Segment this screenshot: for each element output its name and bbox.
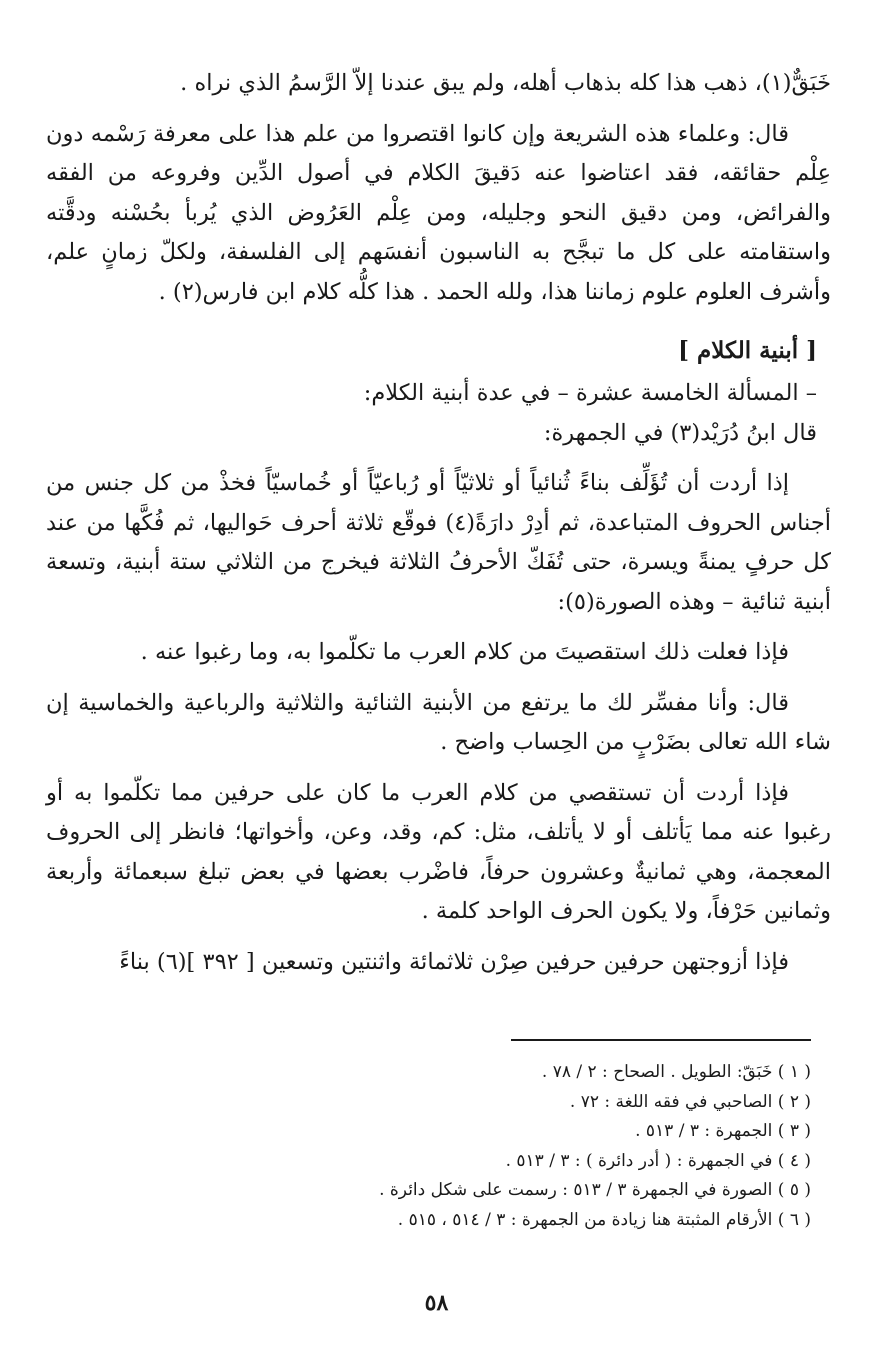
footnote: ( ٥ ) الصورة في الجمهرة ٣ / ٥١٣ : رسمت على شكل دائرة . — [379, 1180, 811, 1200]
footnote: ( ٣ ) الجمهرة : ٣ / ٥١٣ . — [635, 1121, 811, 1141]
footnote: ( ٤ ) في الجمهرة : ( أدر دائرة ) : ٣ / ٥١٣ . — [505, 1150, 811, 1171]
question-title: – المسألة الخامسة عشرة – في عدة أبنية الكلام: — [363, 380, 817, 406]
footnote: ( ١ ) خَبَقّ: الطويل . الصحاح : ٢ / ٧٨ . — [541, 1062, 811, 1082]
paragraph-continuation: خَبَقٌّ(١)، ذهب هذا كله بذهاب أهله، ولم يبق عندنا إلاّ الرَّسمُ الذي نراه . — [180, 70, 831, 96]
ibn-durayd-intro: قال ابنُ دُرَيْد(٣) في الجمهرة: — [543, 419, 817, 446]
footnote: ( ٦ ) الأرقام المثبتة هنا زيادة من الجمهرة : ٣ / ٥١٤ ، ٥١٥ . — [397, 1209, 811, 1230]
paragraph-ibn-faris-quote: قال: وعلماء هذه الشريعة وإن كانوا اقتصروا من علم هذا على معرفة رَسْمه دون عِلْم حقائقه، فقد اعتاضوا عنه دَقيقَ الكلام في أصول الدِّين وفروعه من الفقه والفرائض، ومن دقيق النحو وجليله، ومن عِلْم العَرُوض الذي يُربأ بحُسْنه ودقَّته واستقامته على كل ما تبجَّح به الناسبون أنفسَهم إلى الفلسفة، ولكلّ زمانٍ علم، وأشرف العلوم علوم زماننا هذا، ولله الحمد . هذا كلُّه كلام ابن فارس(٢) . — [46, 120, 831, 305]
footnotes-list — [71, 1058, 811, 1235]
footnote: ( ٢ ) الصاحبي في فقه اللغة : ٧٢ . — [569, 1091, 811, 1112]
paragraph-pairs-count: فإذا أزوجتهن حرفين حرفين صِرْن ثلاثمائة واثنتين وتسعين [ ٣٩٢ ](٦) بناءً — [119, 948, 789, 975]
paragraph-building-method: إذا أردت أن تُؤَلِّف بناءً ثُنائياً أو ثلاثيّاً أو رُباعيّاً أو خُماسيّاً فخذْ من كل جنس من أجناس الحروف المتباعدة، ثم أدِرْ دارَةً(٤) فوقّع ثلاثة أحرف حَواليها، ثم فُكَّها من عند كل حرفٍ يمنةً ويسرة، حتى تُفَكّ الأحرفُ الثلاثة فيخرج من الثلاثي ستة أبنية، وتسعة أبنية ثنائية – وهذه الصورة(٥): — [46, 470, 831, 615]
main-text — [46, 64, 831, 982]
paragraph-two-letter-words: فإذا أردت أن تستقصي من كلام العرب ما كان على حرفين مما تكلّموا به أو رغبوا عنه مما يَأتلف أو لا يأتلف، مثل: كم، وقد، وعن، وأخواتها؛ فانظر إلى الحروف المعجمة، وهي ثمانيةٌ وعشرون حرفاً، فاضْرب بعضها في بعض تبلغ سبعمائة وأربعة وثمانين حَرْفاً، ولا يكون الحرف الواحد كلمة . — [46, 779, 831, 924]
section-heading: [ أبنية الكلام ] — [678, 337, 817, 364]
footnote-separator — [511, 1039, 811, 1041]
paragraph-explanation: قال: وأنا مفسِّر لك ما يرتفع من الأبنية الثنائية والثلاثية والرباعية والخماسية إن شاء الله تعالى بضَرْبٍ من الحِساب واضح . — [46, 689, 831, 755]
page-number: ٥٨ — [424, 1290, 449, 1316]
paragraph-result: فإذا فعلت ذلك استقصيتَ من كلام العرب ما تكلّموا به، وما رغبوا عنه . — [140, 639, 789, 665]
